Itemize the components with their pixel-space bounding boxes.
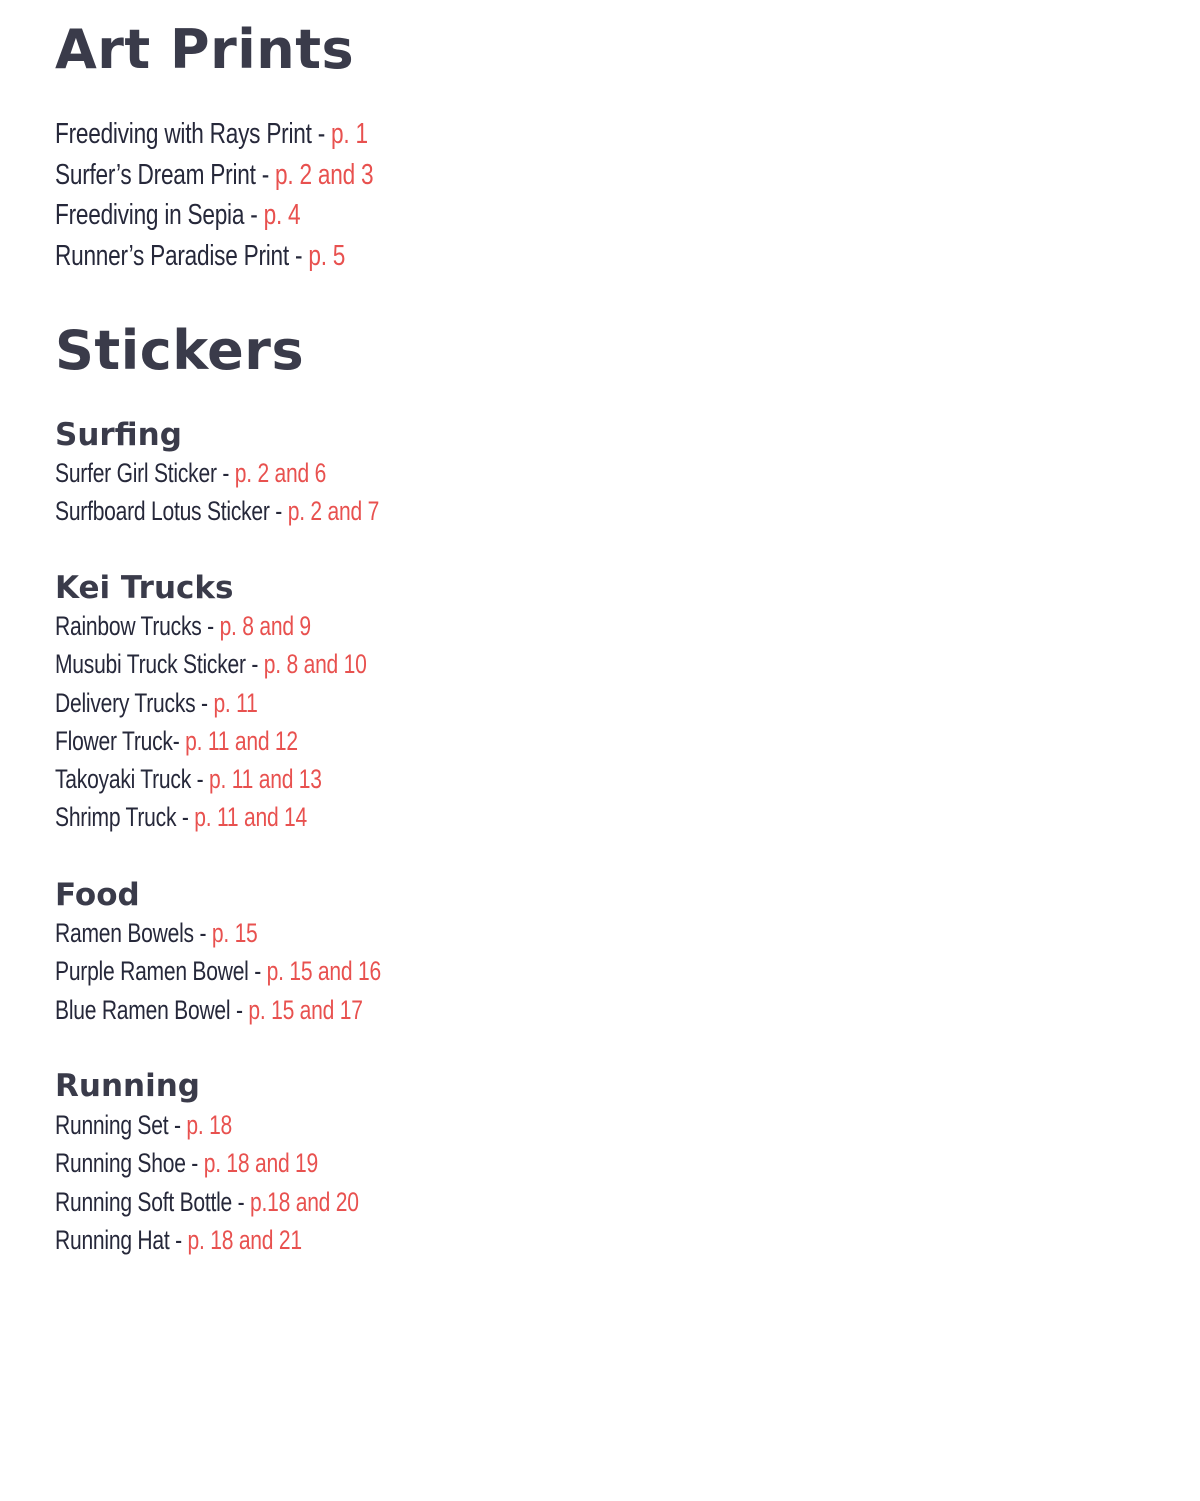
list-item	[55, 1221, 359, 1259]
item-separator: -	[216, 458, 235, 488]
page-reference: p. 15 and 16	[266, 956, 381, 987]
kei-trucks-list	[55, 607, 455, 837]
list-item	[55, 1183, 359, 1221]
list-item	[55, 722, 367, 760]
list-item	[55, 760, 367, 798]
page-reference: p. 2 and 6	[234, 458, 327, 488]
subsection-title-kei-trucks: Kei Trucks	[55, 570, 234, 606]
item-separator: -	[172, 725, 186, 756]
list-item	[55, 195, 373, 236]
item-separator: -	[185, 1148, 204, 1179]
item-name: Delivery Trucks	[55, 687, 196, 718]
food-list	[55, 914, 473, 1029]
list-item	[55, 991, 381, 1029]
list-item	[55, 155, 373, 196]
item-name: Running Hat	[55, 1224, 170, 1255]
item-name: Ramen Bowels	[55, 918, 194, 948]
page-reference: p. 11	[213, 687, 258, 718]
page-reference: p. 18 and 19	[203, 1148, 319, 1179]
art-prints-list	[55, 114, 463, 277]
page-reference: p. 8 and 9	[219, 611, 311, 641]
subsection-title-surfing: Surfing	[55, 417, 182, 453]
list-item	[55, 645, 367, 683]
item-name: Musubi Truck Sticker	[55, 649, 246, 680]
item-name: Surfer’s Dream Print	[55, 158, 262, 191]
list-item	[55, 454, 379, 492]
page-reference: p. 18	[186, 1110, 233, 1140]
item-separator: -	[261, 158, 276, 191]
item-name: Running Set	[55, 1110, 169, 1140]
list-item	[55, 114, 373, 155]
surfing-list	[55, 454, 470, 531]
subsection-title-food: Food	[55, 877, 140, 913]
item-separator: -	[232, 1186, 251, 1217]
list-item	[55, 236, 373, 277]
list-item	[55, 684, 367, 722]
page-reference: p. 15	[211, 918, 258, 948]
item-separator: -	[191, 764, 210, 795]
running-list	[55, 1106, 444, 1259]
item-separator: -	[245, 649, 264, 680]
list-item	[55, 798, 367, 836]
page-reference: p. 2 and 7	[287, 496, 380, 527]
list-item	[55, 914, 381, 952]
item-separator: -	[201, 611, 220, 641]
item-separator: -	[230, 994, 249, 1025]
item-name: Flower Truck	[55, 725, 173, 756]
item-name: Surfer Girl Sticker	[55, 458, 217, 488]
section-title-stickers: Stickers	[55, 319, 305, 382]
page-reference: p. 11 and 14	[194, 802, 308, 833]
item-name: Freediving in Sepia	[55, 199, 245, 232]
list-item	[55, 1106, 359, 1144]
list-item	[55, 607, 367, 645]
page-reference: p. 15 and 17	[248, 994, 363, 1025]
item-separator: -	[169, 1224, 188, 1255]
item-name: Blue Ramen Bowel	[55, 994, 231, 1025]
item-name: Runner’s Paradise Print	[55, 240, 289, 273]
item-separator: -	[248, 956, 267, 987]
item-name: Shrimp Truck	[55, 802, 177, 833]
item-name: Rainbow Trucks	[55, 611, 202, 641]
item-name: Running Soft Bottle	[55, 1186, 233, 1217]
subsection-title-running: Running	[55, 1068, 200, 1104]
item-name: Purple Ramen Bowel	[55, 956, 249, 987]
item-name: Takoyaki Truck	[55, 764, 192, 795]
item-separator: -	[195, 687, 214, 718]
item-separator: -	[311, 118, 332, 150]
item-separator: -	[269, 496, 288, 527]
page-reference: p. 18 and 21	[187, 1224, 302, 1255]
list-item	[55, 1144, 359, 1182]
item-separator: -	[176, 802, 195, 833]
item-name: Running Shoe	[55, 1148, 186, 1179]
item-name: Freediving with Rays Print	[55, 118, 312, 150]
page-reference: p. 11 and 12	[185, 725, 298, 756]
list-item	[55, 952, 381, 990]
page-reference: p. 5	[308, 240, 346, 273]
page-reference: p. 4	[263, 199, 301, 232]
item-separator: -	[244, 199, 264, 232]
page-reference: p. 11 and 13	[209, 764, 322, 795]
page-reference: p. 2 and 3	[275, 158, 374, 191]
item-separator: -	[168, 1110, 187, 1140]
item-separator: -	[193, 918, 212, 948]
page-reference: p.18 and 20	[250, 1186, 359, 1217]
page-reference: p. 8 and 10	[263, 649, 367, 680]
section-title-art-prints: Art Prints	[55, 18, 355, 81]
item-name: Surfboard Lotus Sticker	[55, 496, 270, 527]
page-reference: p. 1	[331, 118, 368, 150]
item-separator: -	[288, 240, 309, 273]
list-item	[55, 492, 379, 530]
